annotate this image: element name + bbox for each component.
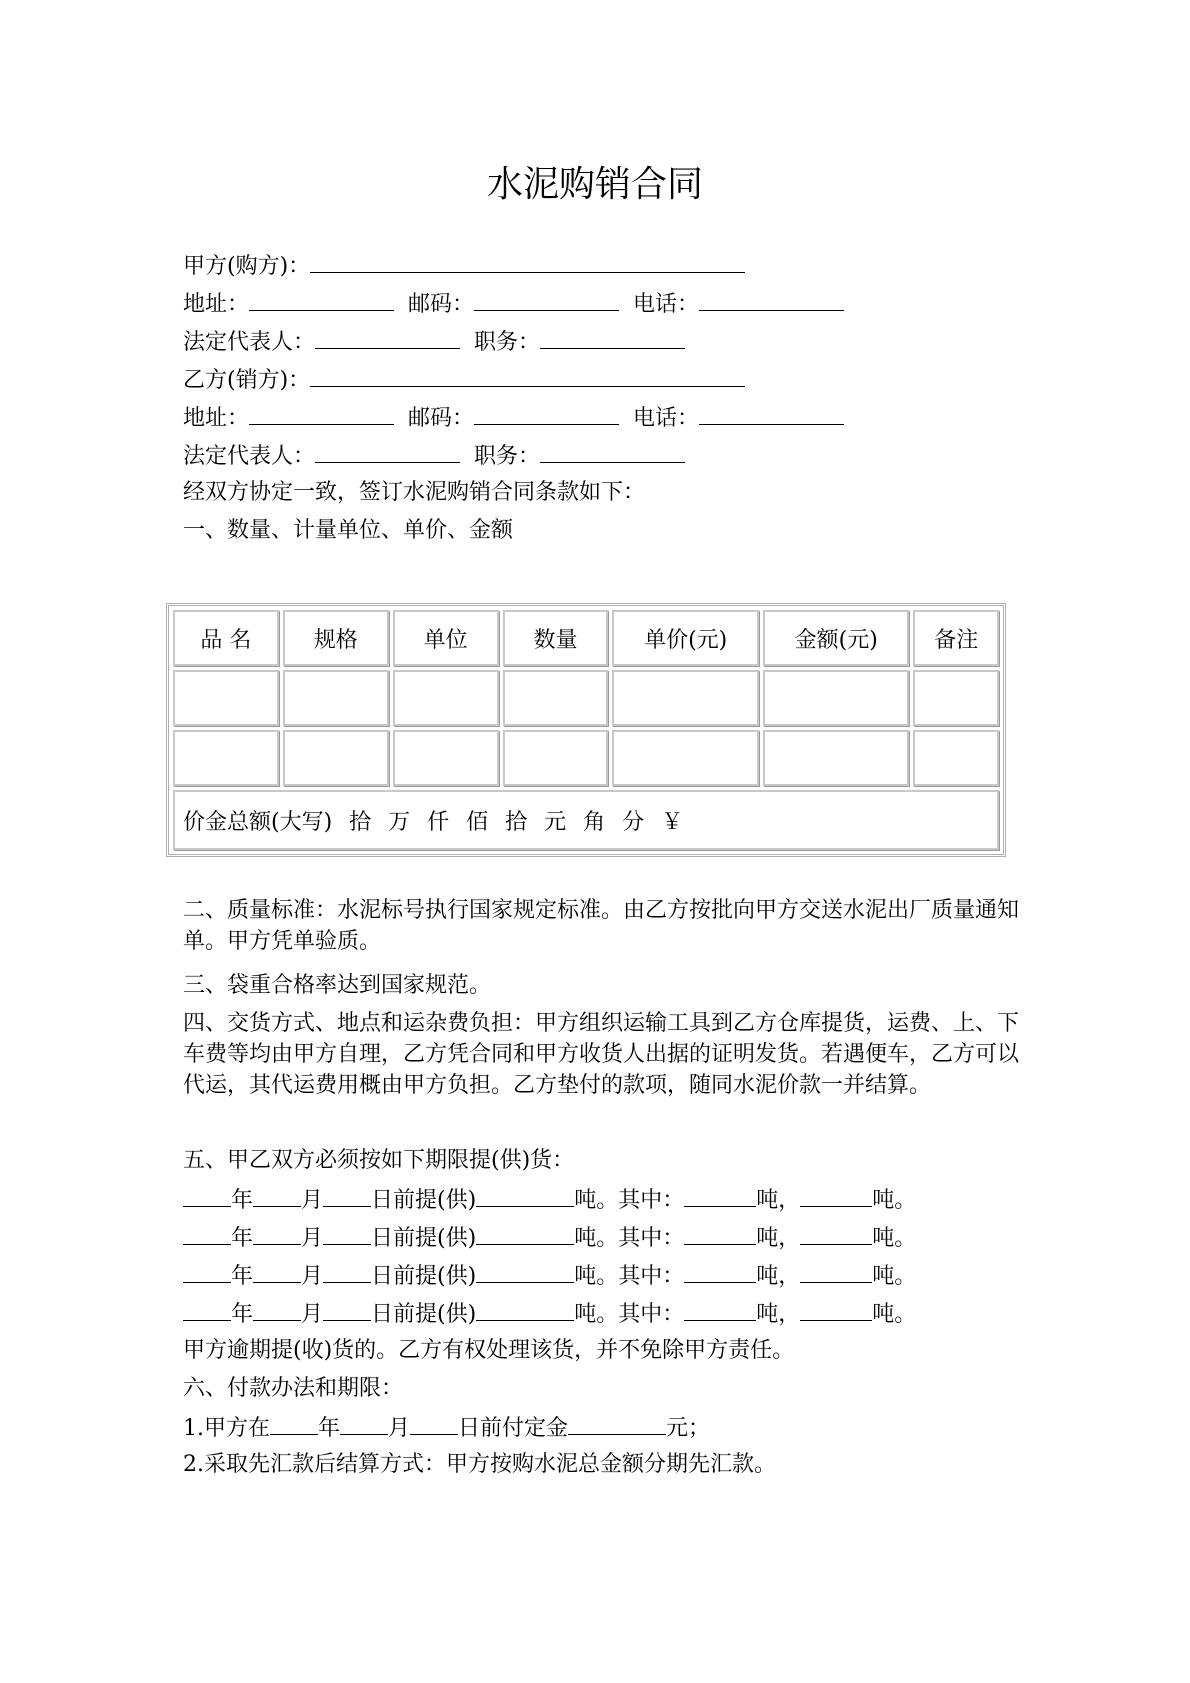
month-label: 月 [301,1264,324,1289]
part1-blank[interactable] [684,1184,756,1207]
yuan-label: 元； [666,1416,711,1441]
ton-end-label: 吨。 [872,1226,917,1251]
section-5-heading: 五、甲乙双方必须按如下期限提(供)货： [183,1148,575,1173]
year-blank[interactable] [270,1412,318,1435]
ton-of-label: 吨。其中： [574,1264,685,1289]
month-blank[interactable] [253,1298,301,1321]
table-cell[interactable] [503,670,609,726]
table-total-row [173,790,999,850]
table-cell[interactable] [283,670,389,726]
schedule-row [183,1298,1023,1330]
table-cell[interactable] [283,730,389,786]
table-header-cell: 单价(元) [612,610,759,666]
total-amount-cell[interactable] [173,790,999,850]
ton-end-label: 吨。 [872,1264,917,1289]
party-a-line [183,250,1023,282]
table-cell[interactable] [763,730,910,786]
table-cell[interactable] [612,670,759,726]
deposit-amount-blank[interactable] [568,1412,666,1435]
month-blank[interactable] [253,1260,301,1283]
table-header-cell: 金额(元) [763,610,910,666]
month-blank[interactable] [253,1184,301,1207]
party-a-rep-line [183,326,1023,358]
section-2-text: 二、质量标准：水泥标号执行国家规定标准。由乙方按批向甲方交送水泥出厂质量通知单。甲方凭单验质。 [183,898,1020,954]
section-3-text: 三、袋重合格率达到国家规范。 [183,973,492,998]
party-a-address-blank[interactable] [249,288,394,311]
section-1-heading: 一、数量、计量单位、单价、金额 [183,518,514,543]
part2-blank[interactable] [800,1298,872,1321]
table-header-cell: 备注 [913,610,999,666]
party-a-label: 甲方(购方)： [183,254,311,279]
part1-blank[interactable] [684,1298,756,1321]
month-label: 月 [388,1416,411,1441]
ton-end-label: 吨。 [872,1302,917,1327]
tonnage-blank[interactable] [476,1222,574,1245]
party-b-rep-line [183,440,1023,472]
year-blank[interactable] [183,1222,231,1245]
party-a-rep-label: 法定代表人： [183,330,316,355]
table-cell[interactable] [913,730,999,786]
ton-comma-label: 吨， [756,1226,801,1251]
ton-comma-label: 吨， [756,1264,801,1289]
table-row [173,730,999,786]
party-b-label: 乙方(销方)： [183,368,311,393]
table-header-cell: 品 名 [173,610,279,666]
party-a-position-label: 职务： [474,330,541,355]
day-blank[interactable] [410,1412,458,1435]
table-header-cell: 数量 [503,610,609,666]
year-label: 年 [231,1188,254,1213]
party-b-name-blank[interactable] [310,364,745,387]
payment-item-2: 2.采取先汇款后结算方式：甲方按购水泥总金额分期先汇款。 [183,1452,776,1477]
party-b-contact-line [183,402,1023,434]
month-blank[interactable] [340,1412,388,1435]
year-label: 年 [231,1302,254,1327]
month-label: 月 [301,1226,324,1251]
tonnage-blank[interactable] [476,1260,574,1283]
part2-blank[interactable] [800,1260,872,1283]
day-supply-label: 日前提(供) [371,1226,477,1251]
party-b-phone-blank[interactable] [699,402,844,425]
ton-comma-label: 吨， [756,1302,801,1327]
party-b-rep-label: 法定代表人： [183,444,316,469]
year-blank[interactable] [183,1260,231,1283]
table-header-cell: 单位 [393,610,499,666]
ton-of-label: 吨。其中： [574,1226,685,1251]
party-a-postcode-label: 邮码： [408,292,475,317]
goods-table [166,603,1006,857]
table-cell[interactable] [393,730,499,786]
party-a-position-blank[interactable] [540,326,685,349]
party-a-address-label: 地址： [183,292,250,317]
schedule-row [183,1184,1023,1216]
pay1-prefix: 1.甲方在 [183,1416,270,1441]
ton-of-label: 吨。其中： [574,1302,685,1327]
party-b-postcode-blank[interactable] [474,402,619,425]
part2-blank[interactable] [800,1184,872,1207]
table-row [173,670,999,726]
party-a-rep-blank[interactable] [315,326,460,349]
deposit-label: 日前付定金 [458,1416,569,1441]
table-cell[interactable] [763,670,910,726]
day-blank[interactable] [323,1260,371,1283]
month-label: 月 [301,1188,324,1213]
tonnage-blank[interactable] [476,1184,574,1207]
year-blank[interactable] [183,1298,231,1321]
party-b-postcode-label: 邮码： [408,406,475,431]
party-a-name-blank[interactable] [310,250,745,273]
part1-blank[interactable] [684,1222,756,1245]
party-b-position-label: 职务： [474,444,541,469]
section-6-heading: 六、付款办法和期限： [183,1376,404,1401]
table-cell[interactable] [503,730,609,786]
month-blank[interactable] [253,1222,301,1245]
section-4-text: 四、交货方式、地点和运杂费负担：甲方组织运输工具到乙方仓库提货，运费、上、下车费等均由甲方自理，乙方凭合同和甲方收货人出据的证明发货。若遇便车，乙方可以代运，其代运费用概由甲方负担。乙方垫付的款项，随同水泥价款一并结算。 [183,1011,1020,1098]
overdue-text: 甲方逾期提(收)货的。乙方有权处理该货，并不免除甲方责任。 [183,1338,795,1363]
day-supply-label: 日前提(供) [371,1302,477,1327]
party-b-rep-blank[interactable] [315,440,460,463]
schedule-row [183,1260,1023,1292]
year-blank[interactable] [183,1184,231,1207]
party-b-address-label: 地址： [183,406,250,431]
month-label: 月 [301,1302,324,1327]
table-cell[interactable] [173,670,279,726]
total-amount-label: 价金总额(大写) 拾 万 仟 佰 拾 元 角 分 ￥ [183,809,684,835]
part2-blank[interactable] [800,1222,872,1245]
ton-comma-label: 吨， [756,1188,801,1213]
table-cell[interactable] [913,670,999,726]
table-cell[interactable] [393,670,499,726]
party-b-phone-label: 电话： [633,406,700,431]
intro-text: 经双方协定一致，签订水泥购销合同条款如下： [183,480,646,505]
page-title: 水泥购销合同 [486,164,703,205]
party-b-line [183,364,1023,396]
day-blank[interactable] [323,1298,371,1321]
day-blank[interactable] [323,1222,371,1245]
table-header-row [173,610,999,666]
year-label: 年 [318,1416,341,1441]
table-header-cell: 规格 [283,610,389,666]
part1-blank[interactable] [684,1260,756,1283]
ton-of-label: 吨。其中： [574,1188,685,1213]
year-label: 年 [231,1226,254,1251]
table-cell[interactable] [173,730,279,786]
payment-item-1 [183,1412,1023,1444]
table-cell[interactable] [612,730,759,786]
year-label: 年 [231,1264,254,1289]
party-b-position-blank[interactable] [540,440,685,463]
day-supply-label: 日前提(供) [371,1264,477,1289]
party-a-postcode-blank[interactable] [474,288,619,311]
party-a-phone-label: 电话： [633,292,700,317]
tonnage-blank[interactable] [476,1298,574,1321]
party-a-contact-line [183,288,1023,320]
schedule-row [183,1222,1023,1254]
party-b-address-blank[interactable] [249,402,394,425]
day-blank[interactable] [323,1184,371,1207]
party-a-phone-blank[interactable] [699,288,844,311]
ton-end-label: 吨。 [872,1188,917,1213]
day-supply-label: 日前提(供) [371,1188,477,1213]
